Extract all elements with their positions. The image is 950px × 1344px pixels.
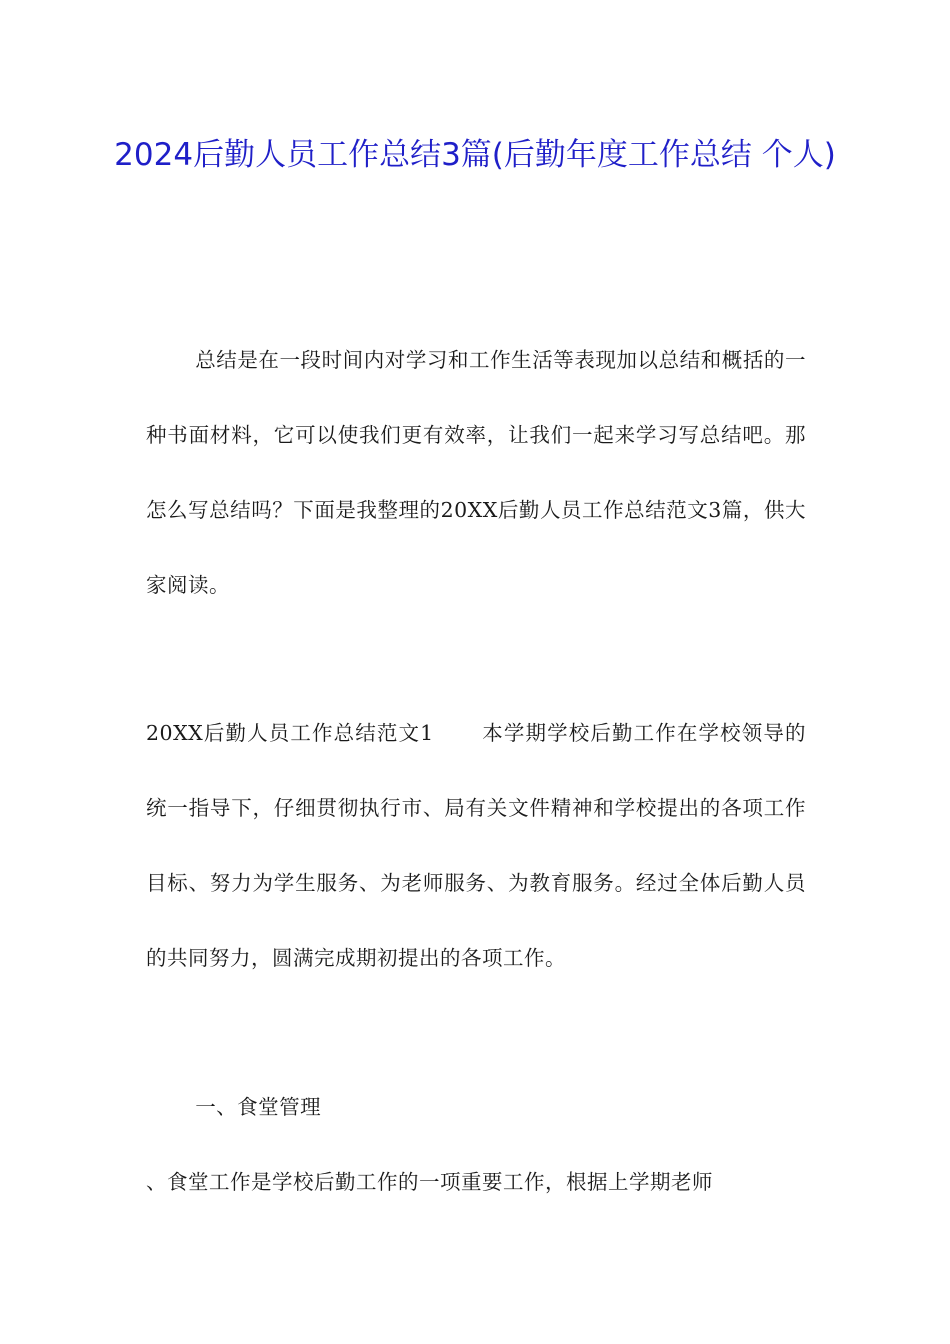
sample-paragraph: [146, 696, 806, 996]
intro-paragraph: 总结是在一段时间内对学习和工作生活等表现加以总结和概括的一种书面材料，它可以使我们更有效率，让我们一起来学习写总结吧。那怎么写总结吗？下面是我整理的20XX后勤人员工作总结范文3篇，供大家阅读。: [146, 348, 806, 597]
sample-heading: 20XX后勤人员工作总结范文1: [146, 721, 434, 745]
section-one-text: 、食堂工作是学校后勤工作的一项重要工作，根据上学期老师: [146, 1170, 713, 1194]
document-title: 2024后勤人员工作总结3篇(后勤年度工作总结 个人): [114, 137, 836, 173]
section-one-heading: 一、食堂管理: [195, 1095, 322, 1119]
sample-body: 本学期学校后勤工作在学校领导的统一指导下，仔细贯彻执行市、局有关文件精神和学校提出的各项工作目标、努力为学生服务、为老师服务、为教育服务。经过全体后勤人员的共同努力，圆满完成期初提出的各项工作。: [146, 721, 807, 970]
